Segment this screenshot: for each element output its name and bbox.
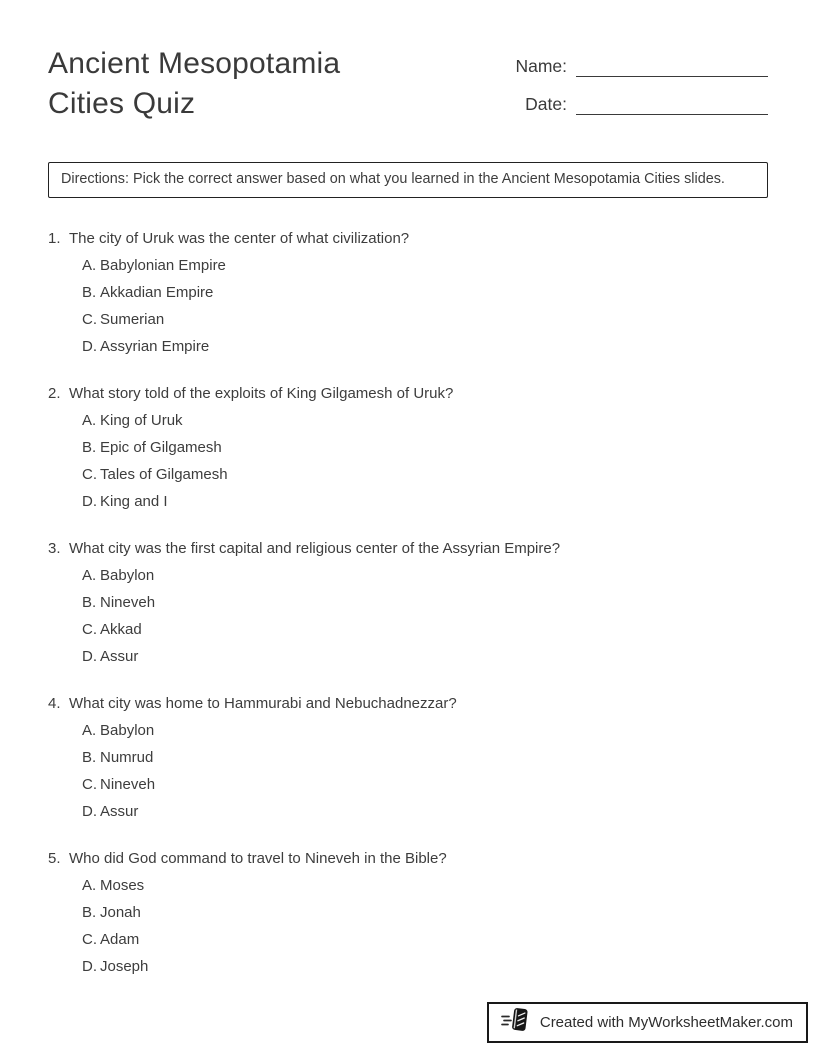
question-text: The city of Uruk was the center of what civilization? — [69, 229, 410, 247]
date-label: Date: — [525, 94, 567, 114]
option-letter: C. — [82, 775, 97, 793]
question-block — [48, 849, 768, 977]
option-text: Epic of Gilgamesh — [100, 438, 222, 456]
answer-option — [82, 492, 768, 512]
option-list — [82, 566, 768, 667]
option-letter: B. — [82, 438, 97, 456]
answer-option — [82, 647, 768, 667]
question-head — [48, 229, 768, 249]
answer-option — [82, 283, 768, 303]
question-number: 5. — [48, 849, 61, 867]
answer-option — [82, 438, 768, 458]
option-letter: C. — [82, 930, 97, 948]
option-text: Tales of Gilgamesh — [100, 465, 228, 483]
date-field-row — [525, 93, 768, 115]
option-text: King and I — [100, 492, 168, 510]
answer-option — [82, 721, 768, 741]
question-text: What city was the first capital and religious center of the Assyrian Empire? — [69, 539, 561, 557]
question-head — [48, 384, 768, 404]
option-text: Sumerian — [100, 310, 165, 328]
name-write-line — [576, 55, 768, 77]
option-letter: C. — [82, 465, 97, 483]
answer-option — [82, 411, 768, 431]
question-head — [48, 694, 768, 714]
directions-text: Directions: Pick the correct answer based on what you learned in the Ancient Mesopotamia Cities slides. — [61, 171, 725, 187]
question-block — [48, 694, 768, 822]
option-letter: D. — [82, 337, 97, 355]
name-field-row — [515, 55, 768, 77]
page-title: Ancient Mesopotamia Cities Quiz — [48, 47, 341, 120]
option-text: Nineveh — [100, 593, 156, 611]
answer-option — [82, 465, 768, 485]
option-letter: A. — [82, 721, 97, 739]
option-text: Numrud — [100, 748, 154, 766]
option-text: Babylon — [100, 566, 155, 584]
option-letter: D. — [82, 647, 97, 665]
option-list — [82, 721, 768, 822]
option-text: Nineveh — [100, 775, 156, 793]
option-letter: A. — [82, 256, 97, 274]
option-list — [82, 411, 768, 512]
answer-option — [82, 876, 768, 896]
option-letter: B. — [82, 593, 97, 611]
option-text: Moses — [100, 876, 145, 894]
question-number: 4. — [48, 694, 61, 712]
option-letter: B. — [82, 903, 97, 921]
answer-option — [82, 775, 768, 795]
option-text: Babylon — [100, 721, 155, 739]
option-letter: A. — [82, 876, 97, 894]
option-text: Akkadian Empire — [100, 283, 214, 301]
option-letter: A. — [82, 411, 97, 429]
option-text: Jonah — [100, 903, 141, 921]
option-text: King of Uruk — [100, 411, 183, 429]
question-text: Who did God command to travel to Nineveh in the Bible? — [69, 849, 447, 867]
question-text: What city was home to Hammurabi and Nebuchadnezzar? — [69, 694, 457, 712]
question-block — [48, 384, 768, 512]
option-letter: D. — [82, 492, 97, 510]
option-text: Babylonian Empire — [100, 256, 226, 274]
option-text: Joseph — [100, 957, 149, 975]
question-list — [0, 198, 816, 977]
option-list — [82, 256, 768, 357]
option-text: Assyrian Empire — [100, 337, 210, 355]
answer-option — [82, 310, 768, 330]
page-header — [0, 0, 816, 124]
option-text: Akkad — [100, 620, 142, 638]
option-letter: C. — [82, 310, 97, 328]
option-letter: D. — [82, 802, 97, 820]
worksheetmaker-credit-badge[interactable] — [487, 1002, 808, 1043]
option-text: Assur — [100, 647, 139, 665]
date-write-line — [576, 93, 768, 115]
question-block — [48, 229, 768, 357]
option-letter: C. — [82, 620, 97, 638]
answer-option — [82, 903, 768, 923]
option-letter: A. — [82, 566, 97, 584]
answer-option — [82, 802, 768, 822]
answer-option — [82, 957, 768, 977]
option-text: Assur — [100, 802, 139, 820]
option-letter: D. — [82, 957, 97, 975]
myworksheetmaker-logo-icon — [501, 1006, 531, 1039]
question-number: 2. — [48, 384, 61, 402]
question-block — [48, 539, 768, 667]
answer-option — [82, 748, 768, 768]
question-number: 1. — [48, 229, 61, 247]
name-date-fields — [515, 55, 768, 124]
question-text: What story told of the exploits of King Gilgamesh of Uruk? — [69, 384, 454, 402]
directions-box — [48, 162, 768, 198]
answer-option — [82, 620, 768, 640]
answer-option — [82, 256, 768, 276]
option-text: Adam — [100, 930, 140, 948]
question-number: 3. — [48, 539, 61, 557]
name-label: Name: — [515, 56, 567, 76]
question-head — [48, 539, 768, 559]
footer-credit-text[interactable]: Created with MyWorksheetMaker.com — [539, 1014, 793, 1031]
option-list — [82, 876, 768, 977]
answer-option — [82, 566, 768, 586]
answer-option — [82, 930, 768, 950]
answer-option — [82, 593, 768, 613]
answer-option — [82, 337, 768, 357]
option-letter: B. — [82, 748, 97, 766]
question-head — [48, 849, 768, 869]
option-letter: B. — [82, 283, 97, 301]
